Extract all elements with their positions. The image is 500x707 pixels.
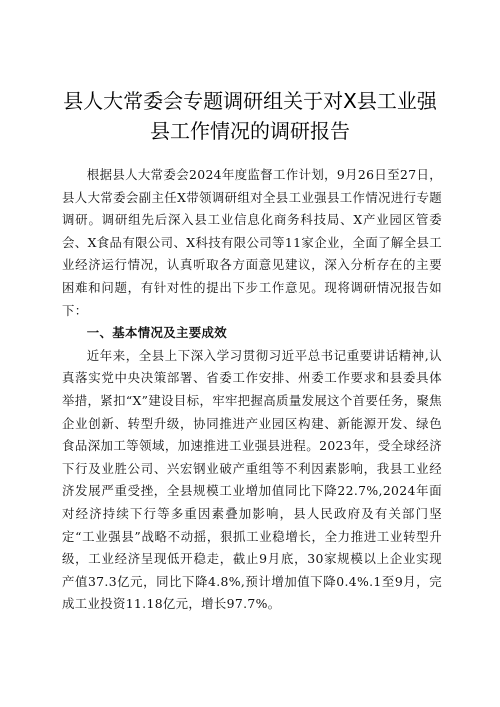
- section-heading: 一、基本情况及主要成效: [86, 325, 227, 341]
- body-paragraph: 近年来，全县上下深入学习贯彻习近平总书记重要讲话精神,认真落实党中央决策部署、省委工作安排、州委工作要求和县委具体举措，紧扣“X”建设目标，牢牢把握高质量发展这个首要任务，聚焦企业创新、转型升级，协同推进产业园区构建、新能源开发、绿色食品深加工等领域，加速推进工业强县进程。2023年，受全球经济下行及业胜公司、兴宏钢业破产重组等不利因素影响，我县工业经济发展严重受挫，全县规模工业增加值同比下降22.7%,2024年面对经济持续下行等多重因素叠加影响，县人民政府及有关部门坚定“工业强县”战略不动摇，狠抓工业稳增长，全力推进工业转型升级，工业经济呈现低开稳走，截止9月底，30家规模以上企业实现产值37.3亿元，同比下降4.8%,预计增加值下降0.4%.1至9月，完成工业投资11.18亿元，增长97.7%。: [62, 347, 442, 612]
- title-line-2: 县工作情况的调研报告: [150, 119, 350, 143]
- intro-paragraph: 根据县人大常委会2024年度监督工作计划，9月26日至27日，县人大常委会副主任X带领调研组对全县工业强县工作情况进行专题调研。调研组先后深入县工业信息化商务科技局、X产业园区管委会、X食品有限公司、X科技有限公司等11家企业，全面了解全县工业经济运行情况，认真听取各方面意见建议，深入分析存在的主要困难和问题，有针对性的提出下步工作意见。现将调研情况报告如下：: [62, 167, 442, 318]
- document-title: [40, 86, 460, 146]
- title-line-1: 县人大常委会专题调研组关于对X县工业强: [63, 89, 437, 113]
- document-body: [62, 164, 442, 616]
